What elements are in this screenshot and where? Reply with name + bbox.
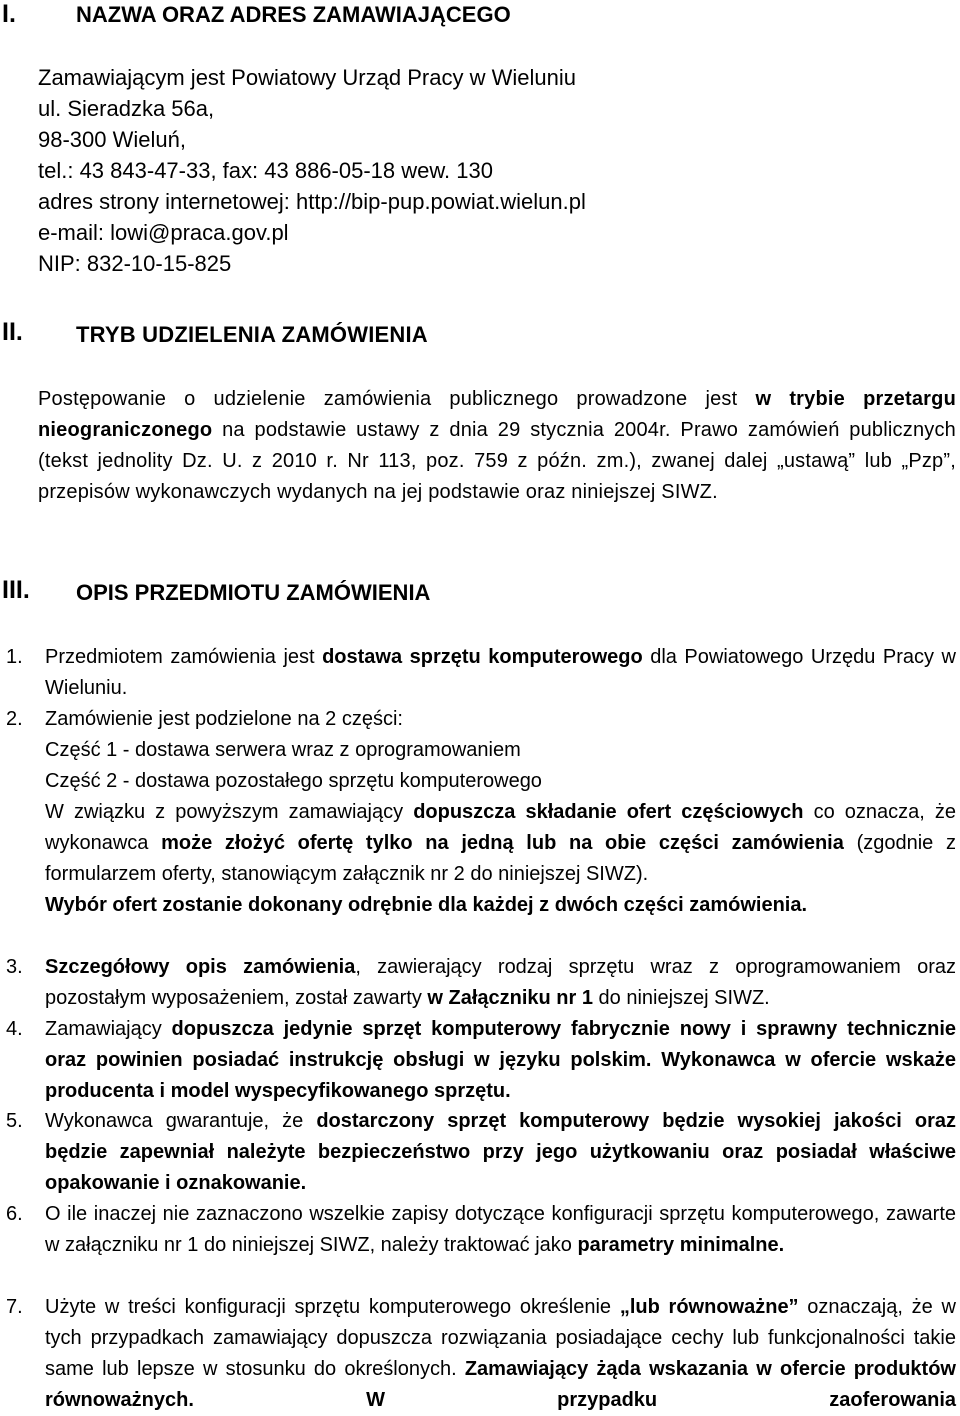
text-run: dla Powiatowego Urzędu Pracy w Wieluniu. [45,646,956,699]
text-run-bold: „lub równoważne” [619,1296,799,1318]
text-run: W związku z powyższym zamawiający [45,801,414,823]
list-text [45,1106,956,1199]
text-run: Zamawiający [45,1018,172,1040]
section-1-title: NAZWA ORAZ ADRES ZAMAWIAJĄCEGO [76,2,511,27]
text-run: co oznacza, że wykonawca [45,801,957,854]
address-line: NIP: 832-10-15-825 [38,251,232,276]
list-number: 4. [6,1018,23,1040]
address-line: e-mail: lowi@praca.gov.pl [38,220,289,245]
text-run-bold: dostarczony sprzęt komputerowy będzie wysokiej jakości oraz będzie zapewniał należyte bezpieczeństwo przy jego użytkowaniu oraz posiadał właściwe opakowanie i oznakowanie. [45,1110,956,1194]
list-line: Część 1 - dostawa serwera wraz z oprogramowaniem [45,739,521,761]
section-3-numeral: III. [2,576,30,604]
list-text [45,704,956,921]
list-line: Zamówienie jest podzielone na 2 części: [45,708,403,730]
text-run: na podstawie ustawy z dnia 29 stycznia 2004r. Prawo zamówień publicznych (tekst jednolity Dz. U. z 2010 r. Nr 113, poz. 759 z późn. zm.), zwanej dalej „ustawą” lub „Pzp”, przepisów wykonawczych wydanych na jej podstawie oraz niniejszej SIWZ. [38,419,956,503]
text-run-bold: może złożyć ofertę tylko na jedną lub na obie części zamówienia [161,832,844,854]
section-1-numeral: I. [2,0,16,28]
text-run-bold: w trybie przetargu nieograniczonego [38,388,956,441]
text-run-bold: dopuszcza składanie ofert częściowych [413,801,804,823]
list-text [45,1199,956,1261]
list-number: 7. [6,1296,23,1318]
section-2-title: TRYB UDZIELENIA ZAMÓWIENIA [76,322,428,347]
text-run: O ile inaczej nie zaznaczono wszelkie zapisy dotyczące konfiguracji sprzętu komputerowego, zawarte w załączniku nr 1 do niniejszej SIWZ, należy traktować jako [45,1203,956,1256]
contractor-address [38,62,586,279]
section-2-numeral: II. [2,318,23,346]
address-line: ul. Sieradzka 56a, [38,96,215,121]
text-run-bold: parametry minimalne. [577,1234,785,1256]
text-run: oznaczają, że w tych przypadkach zamawiający dopuszcza rozwiązania posiadające cechy lub funkcjonalności takie same lub lepsze w stosunku do określonych. [45,1296,956,1380]
list-number: 3. [6,956,23,978]
address-line: 98-300 Wieluń, [38,127,186,152]
list-number: 5. [6,1110,23,1132]
list-text [45,642,956,704]
text-run-bold: dopuszcza jedynie sprzęt komputerowy fabrycznie nowy i sprawny technicznie oraz powinien posiadać instrukcję obsługi w języku polskim. Wykonawca w ofercie wskaże producenta i model wyspecyfikowanego sprzętu. [45,1018,956,1102]
address-line: adres strony internetowej: http://bip-pup.powiat.wielun.pl [38,189,586,214]
list-text [45,1014,956,1107]
address-line: tel.: 43 843-47-33, fax: 43 886-05-18 wew. 130 [38,158,493,183]
text-run-bold: Szczegółowy opis zamówienia [45,956,356,978]
text-run-bold: Wybór ofert zostanie dokonany odrębnie dla każdej z dwóch części zamówienia. [45,894,808,916]
text-run-bold: Zamawiający żąda wskazania w ofercie produktów równoważnych. W przypadku zaoferowania [45,1358,956,1411]
selection-note [45,890,956,921]
list-number: 2. [6,708,23,730]
list-text [45,1292,956,1416]
text-run: Przedmiotem zamówienia jest [45,646,323,668]
text-run: Postępowanie o udzielenie zamówienia publicznego prowadzone jest [38,388,756,410]
text-run: do niniejszej SIWZ. [592,987,770,1009]
text-run-bold: dostawa sprzętu komputerowego [322,646,643,668]
text-run-bold: w Załączniku nr 1 [427,987,593,1009]
text-run: Użyte w treści konfiguracji sprzętu komputerowego określenie [45,1296,620,1318]
list-line: Część 2 - dostawa pozostałego sprzętu komputerowego [45,770,542,792]
text-run: , zawierający rodzaj sprzętu wraz z oprogramowaniem oraz pozostałym wyposażeniem, został zawarty [45,956,956,1009]
list-text [45,952,956,1014]
list-number: 6. [6,1203,23,1225]
address-line: Zamawiającym jest Powiatowy Urząd Pracy w Wieluniu [38,65,576,90]
list-number: 1. [6,646,23,668]
text-run: (zgodnie z formularzem oferty, stanowiącym załącznik nr 2 do niniejszej SIWZ). [45,832,957,885]
section-3-title: OPIS PRZEDMIOTU ZAMÓWIENIA [76,580,431,605]
text-run: Wykonawca gwarantuje, że [45,1110,317,1132]
procedure-paragraph [38,384,956,508]
partial-offers-paragraph [45,797,956,890]
